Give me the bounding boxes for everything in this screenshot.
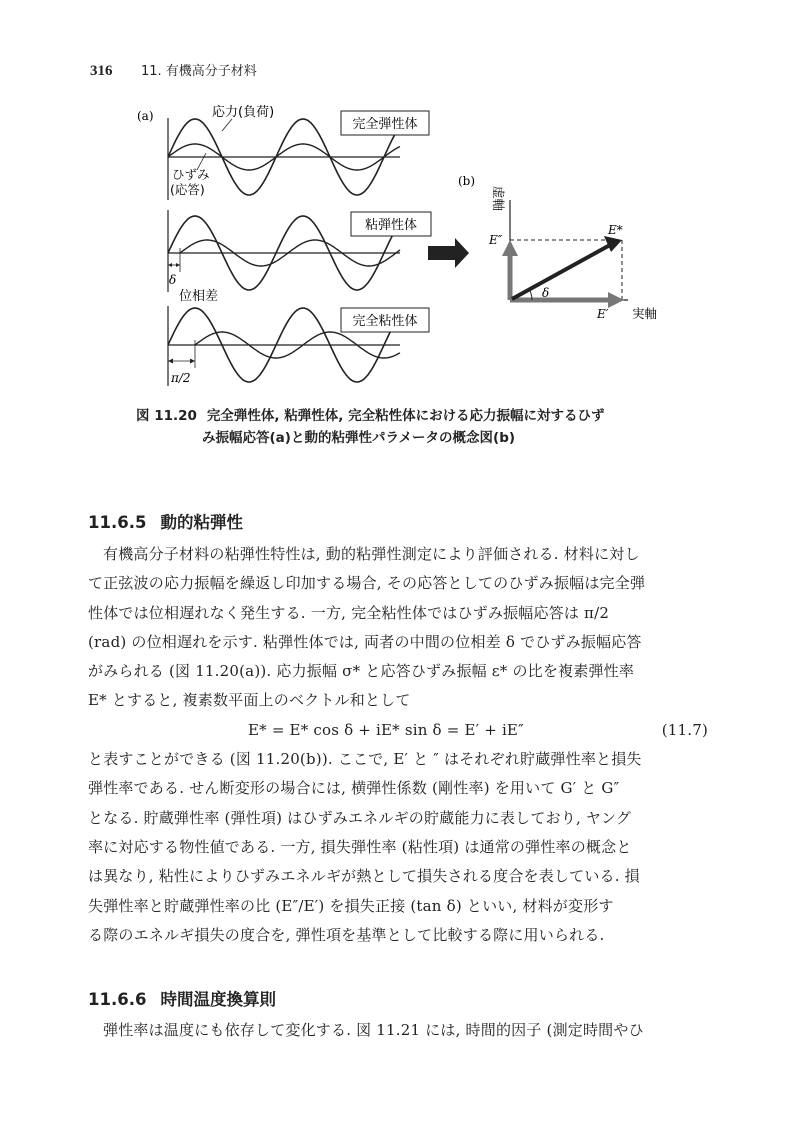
equation-body: E* = E* cos δ + iE* sin δ = E′ + iE″ xyxy=(248,720,524,739)
text-line: 弾性率である. せん断変形の場合には, 横弾性係数 (剛性率) を用いて G′ と G″ xyxy=(88,779,620,798)
E-prime-arrowhead xyxy=(608,292,624,308)
plot-viscoelastic xyxy=(168,210,431,304)
text-line: て正弦波の応力振幅を繰返し印加する場合, その応答としてのひずみ振幅は完全弾 xyxy=(88,574,646,593)
strain-label: ひずみ xyxy=(172,167,210,182)
text-line: 弾性率は温度にも依存して変化する. 図 11.21 には, 時間的因子 (測定時間やひ xyxy=(103,1021,644,1039)
text-line: 有機高分子材料の粘弾性特性は, 動的粘弾性測定により評価される. 材料に対し xyxy=(103,545,640,563)
caption-line-1: 完全弾性体, 粘弾性体, 完全粘性体における応力振幅に対するひず xyxy=(206,408,605,424)
viscous-box-label: 完全粘性体 xyxy=(352,314,418,329)
E-dprime-arrowhead xyxy=(502,240,518,256)
E-star-arrowhead xyxy=(604,236,622,252)
stress-label: 応力(負荷) xyxy=(212,105,275,120)
elastic-box-label: 完全弾性体 xyxy=(352,117,418,132)
text-line: 失弾性率と貯蔵弾性率の比 (E″/E′) を損失正接 (tan δ) といい, 材料が変形す xyxy=(88,896,614,915)
caption-line-2: み振幅応答(a)と動的粘弾性パラメータの概念図(b) xyxy=(202,430,516,446)
text-line: (rad) の位相遅れを示す. 粘弾性体では, 両者の中間の位相差 δ でひずみ振幅応答 xyxy=(88,632,642,651)
text-line: がみられる (図 11.20(a)). 応力振幅 σ* と応答ひずみ振幅 ε* の比を複素弾性率 xyxy=(88,662,635,681)
real-axis-label: 実軸 xyxy=(632,306,658,321)
plot-viscous xyxy=(168,306,429,386)
E-star-vector xyxy=(512,245,610,299)
stress-leader xyxy=(222,119,232,131)
text-line: 率に対応する物性値である. 一方, 損失弾性率 (粘性項) は通常の弾性率の概念と xyxy=(88,837,632,856)
paragraph-time-temperature xyxy=(88,1016,714,1045)
E-star-label: E* xyxy=(608,223,623,237)
delta-label: δ xyxy=(169,273,177,287)
response-label: (応答) xyxy=(170,182,205,197)
panel-b-label: (b) xyxy=(458,174,476,188)
section-number: 11.6.5 xyxy=(88,513,147,532)
text-line: は異なり, 粘性によりひずみエネルギが熱として損失される度合を表している. 損 xyxy=(88,867,640,886)
imag-axis-label: 虚軸 xyxy=(491,186,506,212)
figure-caption xyxy=(136,405,676,449)
section-heading-11-6-5 xyxy=(88,509,243,533)
caption-number: 図 11.20 xyxy=(136,408,197,424)
E-prime-label: E′ xyxy=(597,307,609,321)
transition-arrow xyxy=(428,238,469,268)
phase-diff-label: 位相差 xyxy=(179,289,219,304)
text-line: る際のエネルギ損失の度合を, 弾性項を基準として比較する際に用いられる. xyxy=(88,925,605,944)
angle-label: δ xyxy=(542,286,550,300)
viscoelastic-box-label: 粘弾性体 xyxy=(364,218,418,233)
text-line: となる. 貯蔵弾性率 (弾性項) はひずみエネルギの貯蔵能力に表しており, ヤング xyxy=(88,808,632,827)
section-heading-11-6-6 xyxy=(88,986,276,1010)
pi-half-label: π/2 xyxy=(171,371,191,385)
page-number: 316 xyxy=(90,63,113,79)
paragraph-dynamic-viscoelasticity xyxy=(88,540,714,950)
text-line: E* とすると, 複素数平面上のベクトル和として xyxy=(88,691,411,710)
text-line: と表すことができる (図 11.20(b)). ここで, E′ と ″ はそれぞれ貯蔵弾性率と損失 xyxy=(88,750,642,769)
section-title: 時間温度換算則 xyxy=(160,990,276,1009)
chapter-title: 11. 有機高分子材料 xyxy=(140,64,257,79)
plot-elastic xyxy=(168,104,429,200)
text-line: 性体では位相遅れなく発生する. 一方, 完全粘性体ではひずみ振幅応答は π/2 xyxy=(88,603,610,622)
equation-11-7 xyxy=(88,716,714,745)
section-title: 動的粘弾性 xyxy=(160,513,243,532)
panel-a-label: (a) xyxy=(137,109,154,123)
figure-11-20 xyxy=(0,0,801,400)
equation-number: (11.7) xyxy=(661,720,708,739)
complex-plane-diagram xyxy=(488,186,657,321)
section-number: 11.6.6 xyxy=(88,990,147,1009)
E-dprime-label: E″ xyxy=(489,233,503,247)
